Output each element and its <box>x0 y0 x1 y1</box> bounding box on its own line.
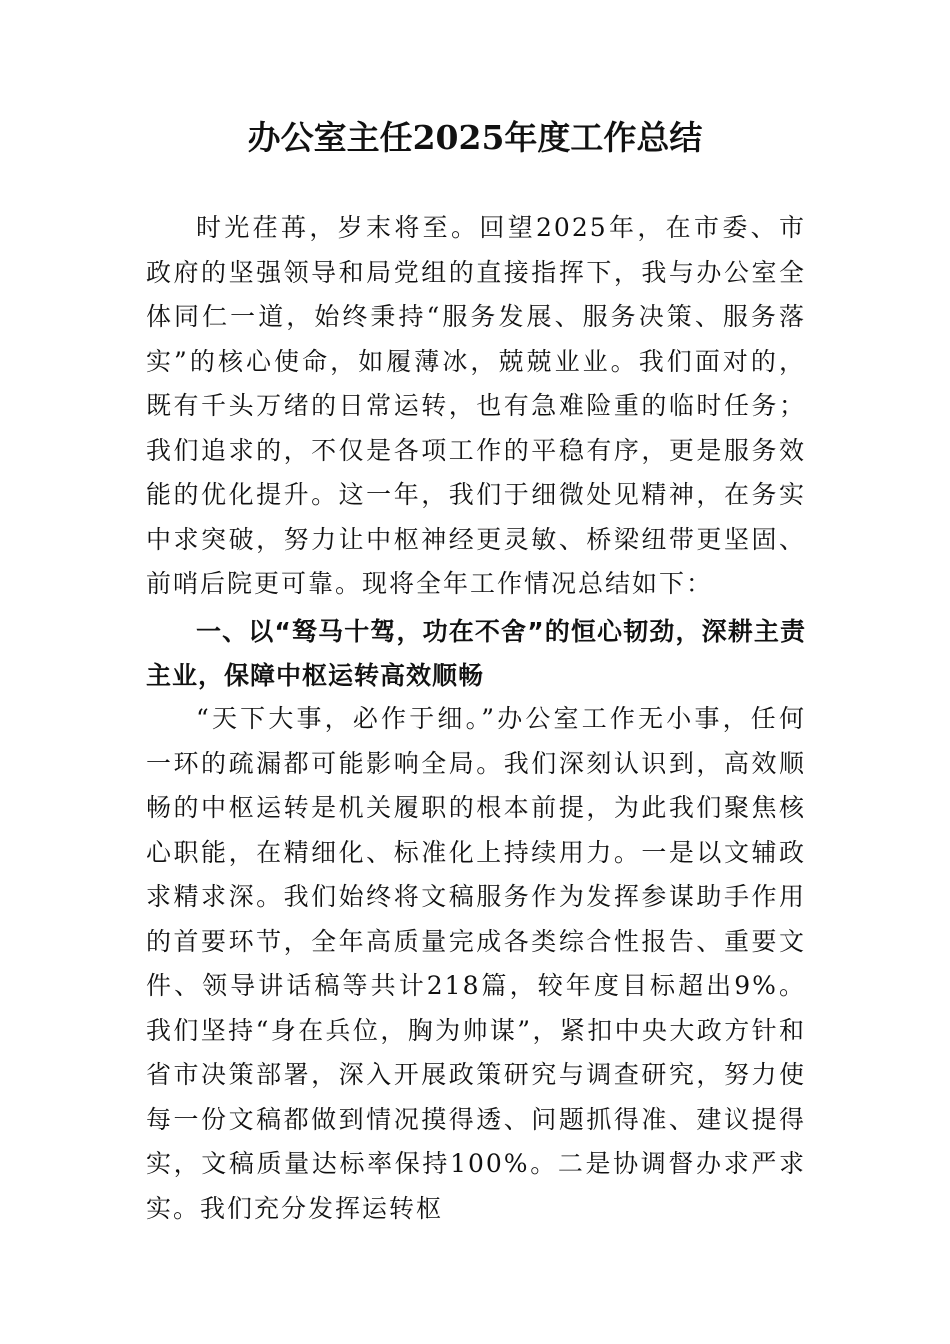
intro-paragraph: 时光荏苒，岁末将至。回望2025年，在市委、市政府的坚强领导和局党组的直接指挥下，我与办公室全体同仁一道，始终秉持“服务发展、服务决策、服务落实”的核心使命，如履薄冰，兢兢业业。我们面对的，既有千头万绪的日常运转，也有急难险重的临时任务；我们追求的，不仅是各项工作的平稳有序，更是服务效能的优化提升。这一年，我们于细微处见精神，在务实中求突破，努力让中枢神经更灵敏、桥梁纽带更坚固、前哨后院更可靠。现将全年工作情况总结如下： <box>146 213 806 598</box>
document-title: 办公室主任2025年度工作总结 <box>247 118 703 157</box>
section-heading-1: 一、以“驽马十驾，功在不舍”的恒心韧劲，深耕主责主业，保障中枢运转高效顺畅 <box>146 617 806 690</box>
section-1-paragraph: “天下大事，必作于细。”办公室工作无小事，任何一环的疏漏都可能影响全局。我们深刻认识到，高效顺畅的中枢运转是机关履职的根本前提，为此我们聚焦核心职能，在精细化、标准化上持续用力。一是以文辅政求精求深。我们始终将文稿服务作为发挥参谋助手作用的首要环节，全年高质量完成各类综合性报告、重要文件、领导讲话稿等共计218篇，较年度目标超出9%。我们坚持“身在兵位，胸为帅谋”，紧扣中央大政方针和省市决策部署，深入开展政策研究与调查研究，努力使每一份文稿都做到情况摸得透、问题抓得准、建议提得实，文稿质量达标率保持100%。二是协调督办求严求实。我们充分发挥运转枢 <box>146 704 806 1223</box>
